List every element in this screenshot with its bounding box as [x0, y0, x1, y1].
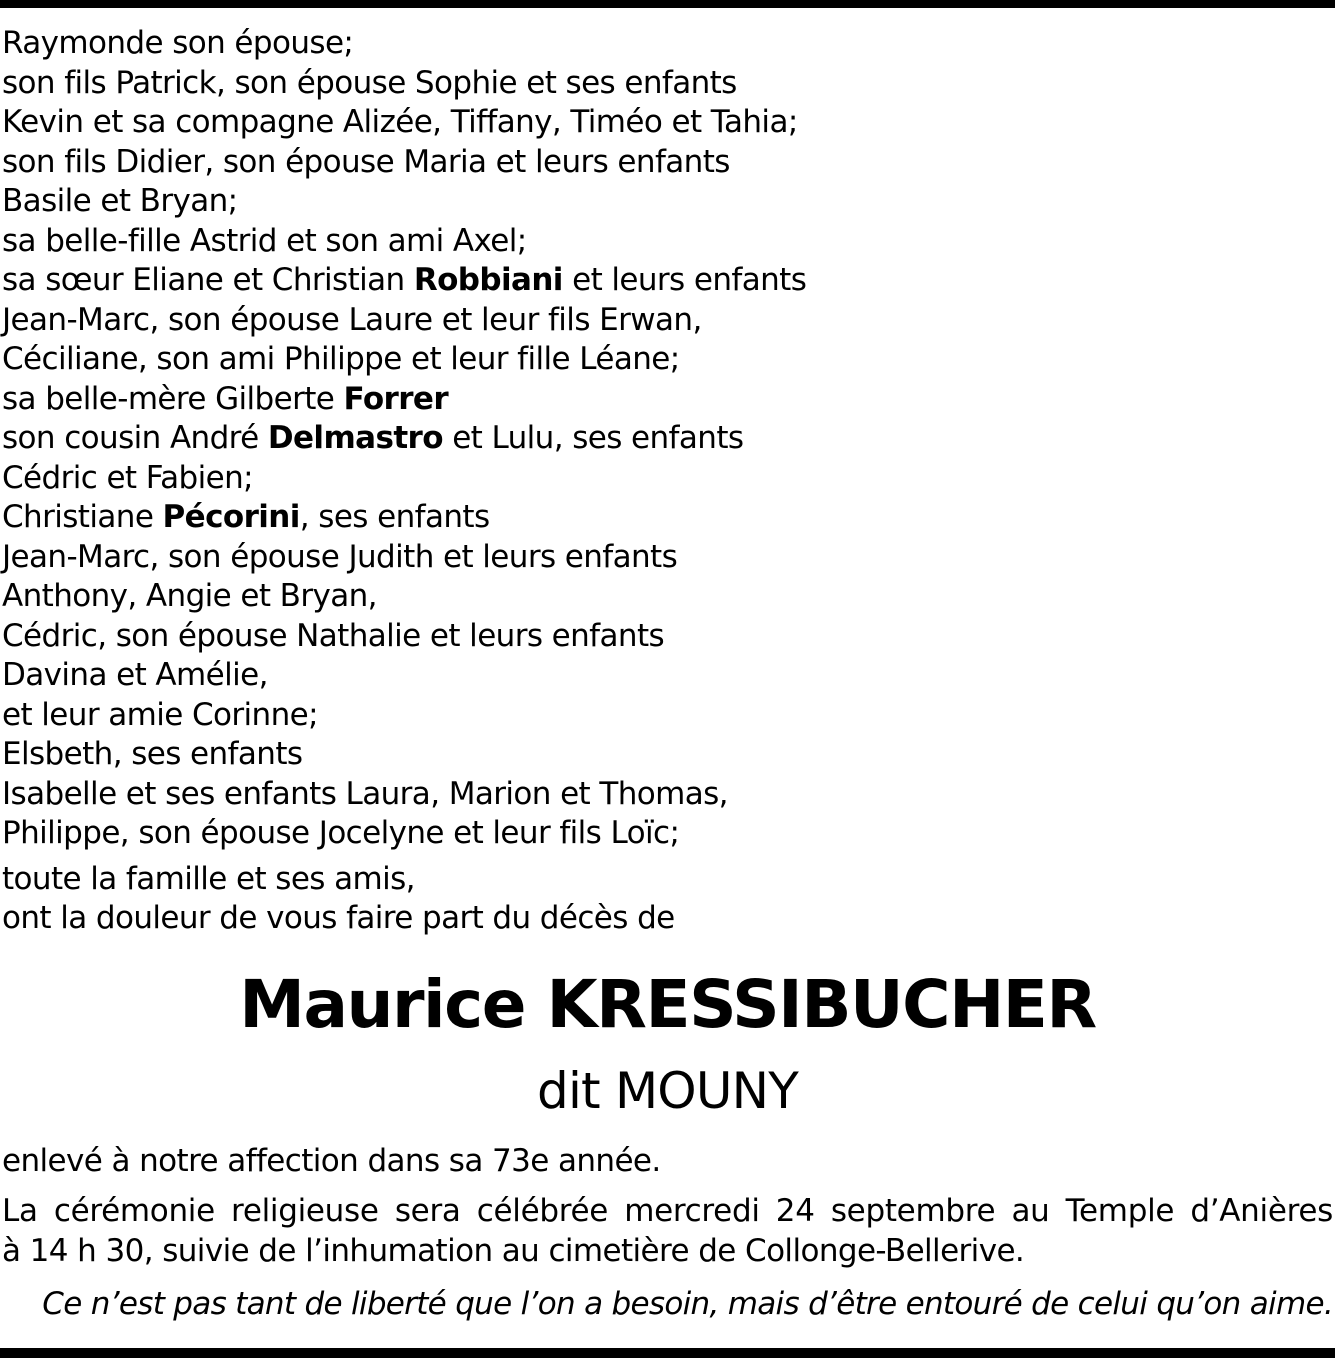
line-text: son fils Didier, son épouse Maria et leurs enfants — [2, 143, 730, 180]
surname-bold: Forrer — [343, 380, 449, 417]
line-text: Anthony, Angie et Bryan, — [2, 578, 377, 614]
line-text: Jean-Marc, son épouse Laure et leur fils Erwan, — [2, 301, 702, 338]
family-line — [2, 340, 1322, 380]
line-text: , ses enfants — [299, 499, 490, 535]
line-text: son fils Patrick, son épouse Sophie et ses enfants — [2, 64, 737, 101]
family-line — [2, 24, 1322, 64]
family-line — [2, 538, 1322, 578]
line-text: sa belle-fille Astrid et son ami Axel; — [2, 222, 527, 259]
line-text: Basile et Bryan; — [2, 183, 238, 219]
line-text: et leur amie Corinne; — [2, 696, 318, 733]
family-line — [2, 735, 1322, 775]
family-line — [2, 498, 1322, 538]
line-text: Jean-Marc, son épouse Judith et leurs enfants — [2, 538, 678, 575]
family-line — [2, 459, 1322, 499]
family-line — [2, 182, 1322, 222]
line-text: toute la famille et ses amis, — [2, 860, 415, 897]
closing-line — [2, 899, 1322, 939]
family-line — [2, 656, 1322, 696]
line-text: sa sœur Eliane et Christian — [2, 262, 414, 298]
line-text: Kevin et sa compagne Alizée, Tiffany, Timéo et Tahia; — [2, 104, 798, 140]
line-text: Cédric et Fabien; — [2, 459, 253, 496]
bottom-rule — [0, 1348, 1335, 1358]
line-text: Philippe, son épouse Jocelyne et leur fils Loïc; — [2, 815, 680, 851]
line-text: son cousin André — [2, 420, 268, 456]
line-text: Cédric, son épouse Nathalie et leurs enfants — [2, 617, 665, 654]
line-text: Raymonde son épouse; — [2, 25, 354, 61]
family-line — [2, 64, 1322, 104]
line-text: Céciliane, son ami Philippe et leur fille Léane; — [2, 341, 680, 377]
family-line — [2, 261, 1322, 301]
deceased-name: Maurice KRESSIBUCHER — [239, 966, 1096, 1043]
line-text: Christiane — [2, 499, 163, 535]
family-line — [2, 814, 1322, 854]
family-line — [2, 380, 1322, 420]
family-line — [2, 301, 1322, 341]
family-line — [2, 577, 1322, 617]
surname-bold: Pécorini — [162, 499, 300, 535]
line-text: sa belle-mère Gilberte — [2, 380, 344, 417]
line-text: et Lulu, ses enfants — [442, 420, 744, 456]
line-text: ont la douleur de vous faire part du décès de — [2, 900, 675, 936]
line-text: Davina et Amélie, — [2, 657, 268, 693]
ceremony-line-1: La cérémonie religieuse sera célébrée mercredi 24 septembre au Temple d’Anières — [2, 1193, 1333, 1229]
surname-bold: Robbiani — [413, 262, 563, 298]
family-line — [2, 696, 1322, 736]
top-rule — [0, 0, 1335, 8]
closing-line — [2, 860, 1322, 900]
line-text: et leurs enfants — [562, 262, 807, 298]
family-list — [2, 24, 1322, 939]
family-lines — [2, 24, 1322, 854]
ceremony-details — [2, 1192, 1333, 1271]
family-line — [2, 617, 1322, 657]
surname-bold: Delmastro — [267, 420, 443, 456]
age-statement: enlevé à notre affection dans sa 73e année. — [2, 1143, 661, 1179]
family-line — [2, 222, 1322, 262]
line-text: Elsbeth, ses enfants — [2, 736, 303, 772]
family-line — [2, 775, 1322, 815]
closing-lines — [2, 860, 1322, 939]
family-line — [2, 143, 1322, 183]
family-line — [2, 419, 1322, 459]
deceased-nickname: dit MOUNY — [537, 1062, 798, 1120]
closing-quote: Ce n’est pas tant de liberté que l’on a besoin, mais d’être entouré de celui qu’on aime. — [42, 1286, 1333, 1322]
ceremony-line-2: à 14 h 30, suivie de l’inhumation au cimetière de Collonge-Bellerive. — [2, 1232, 1025, 1269]
family-line — [2, 103, 1322, 143]
line-text: Isabelle et ses enfants Laura, Marion et Thomas, — [2, 775, 728, 812]
